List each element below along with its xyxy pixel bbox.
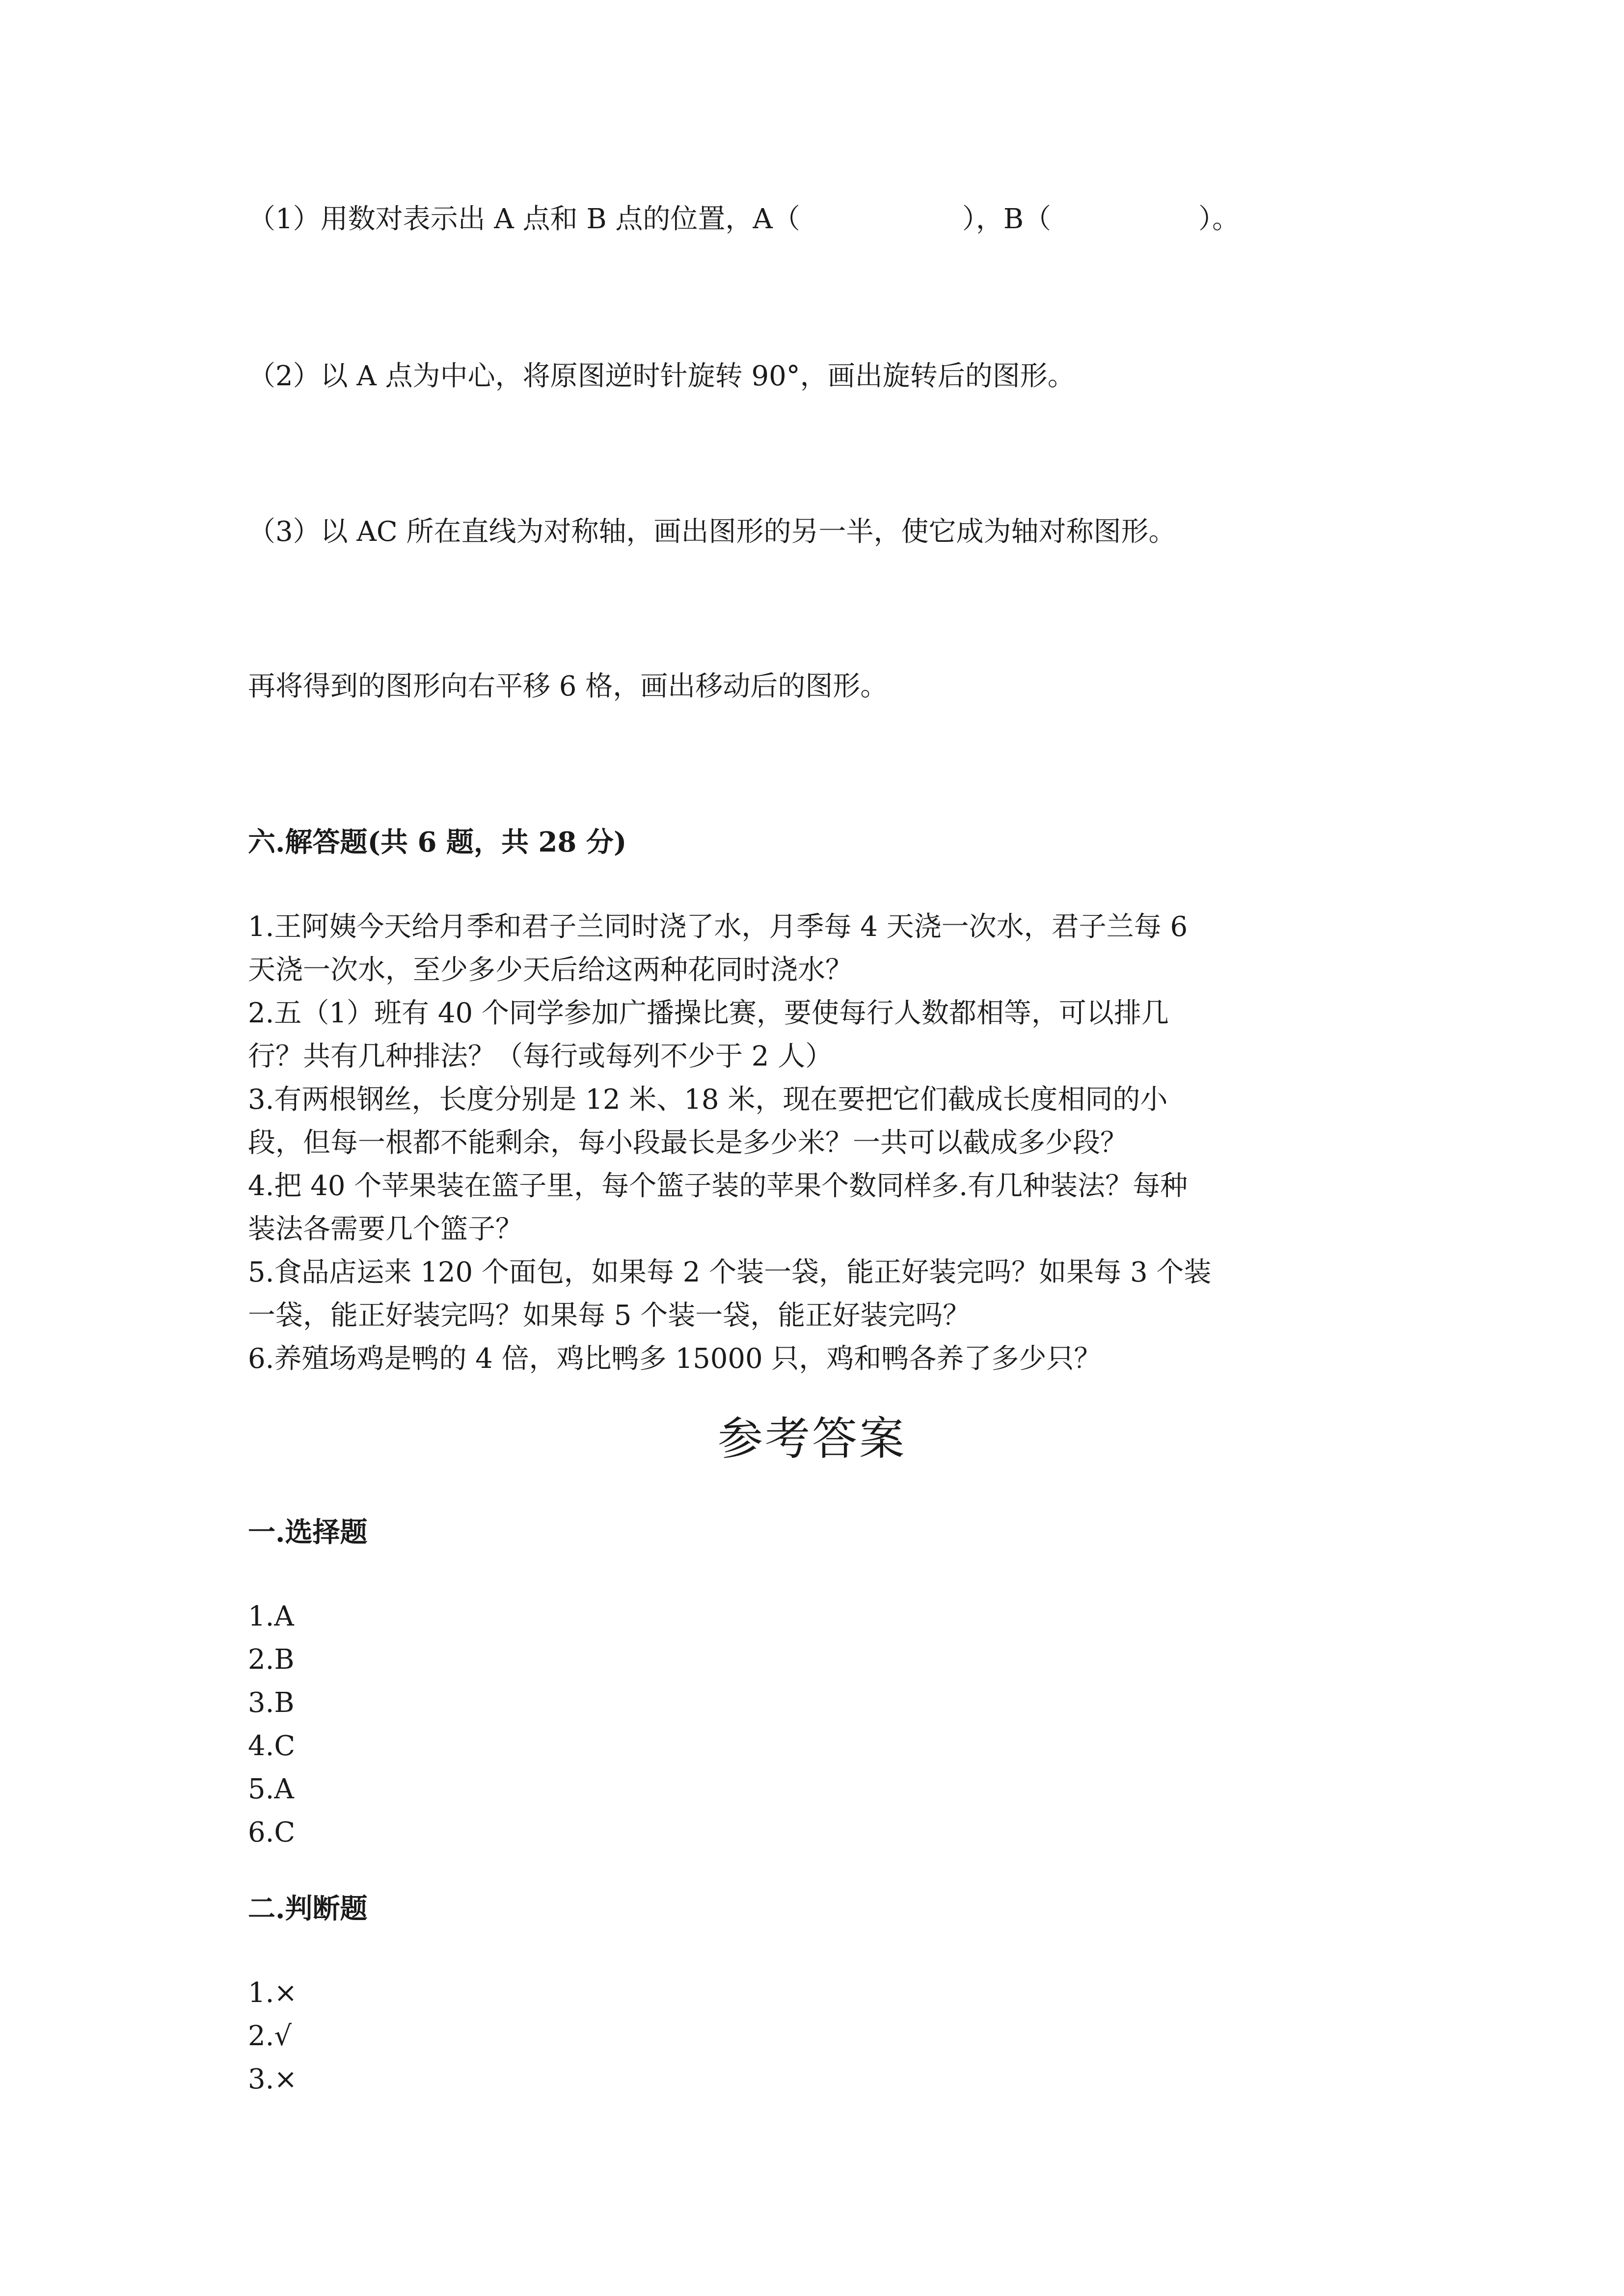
sub-question-1-suffix: ）。 <box>1198 203 1240 235</box>
answer-item: 6.C <box>248 1816 296 1848</box>
answers-part-2-heading: 二.判断题 <box>248 1893 368 1925</box>
section-6-line: 一袋，能正好装完吗？如果每 5 个装一袋，能正好装完吗？ <box>248 1300 971 1332</box>
section-6-line: 4.把 40 个苹果装在篮子里，每个篮子装的苹果个数同样多.有几种装法？每种 <box>248 1170 1188 1202</box>
answer-item: 4.C <box>248 1730 296 1762</box>
section-6-line: 5.食品店运来 120 个面包，如果每 2 个装一袋，能正好装完吗？如果每 3 个装 <box>248 1256 1212 1288</box>
section-6-line: 段，但每一根都不能剩余，每小段最长是多少米？一共可以截成多少段？ <box>248 1127 1128 1159</box>
answer-item: 1.× <box>248 1977 298 2009</box>
section-6-heading: 六.解答题(共 6 题，共 28 分) <box>248 826 627 858</box>
sub-question-3-continued: 再将得到的图形向右平移 6 格，画出移动后的图形。 <box>248 670 888 702</box>
answer-item: 1.A <box>248 1601 294 1632</box>
answer-item: 3.× <box>248 2063 298 2095</box>
answer-item: 3.B <box>248 1687 295 1719</box>
section-6-line: 行？共有几种排法？（每行或每列不少于 2 人） <box>248 1041 833 1072</box>
answer-item: 2.B <box>248 1644 295 1676</box>
answer-item: 5.A <box>248 1773 294 1805</box>
section-6-line: 天浇一次水，至少多少天后给这两种花同时浇水？ <box>248 954 853 986</box>
sub-question-1 <box>248 198 1240 241</box>
answer-item: 2.√ <box>248 2020 292 2052</box>
sub-question-2: （2）以 A 点为中心，将原图逆时针旋转 90°，画出旋转后的图形。 <box>248 360 1075 392</box>
answers-part-1-heading: 一.选择题 <box>248 1516 368 1548</box>
section-6-line: 6.养殖场鸡是鸭的 4 倍，鸡比鸭多 15000 只，鸡和鸭各养了多少只？ <box>248 1343 1102 1375</box>
sub-question-1-mid: ），B（ <box>962 203 1052 235</box>
section-6-line: 装法各需要几个篮子？ <box>248 1213 523 1245</box>
section-6-line: 3.有两根钢丝，长度分别是 12 米、18 米，现在要把它们截成长度相同的小 <box>248 1084 1168 1116</box>
sub-question-3: （3）以 AC 所在直线为对称轴，画出图形的另一半，使它成为轴对称图形。 <box>248 516 1176 548</box>
section-6-line: 1.王阿姨今天给月季和君子兰同时浇了水，月季每 4 天浇一次水，君子兰每 6 <box>248 911 1188 943</box>
sub-question-1-prefix: （1）用数对表示出 A 点和 B 点的位置，A（ <box>248 203 800 235</box>
section-6-line: 2.五（1）班有 40 个同学参加广播操比赛，要使每行人数都相等，可以排几 <box>248 997 1169 1029</box>
answers-title: 参考答案 <box>717 1413 906 1465</box>
